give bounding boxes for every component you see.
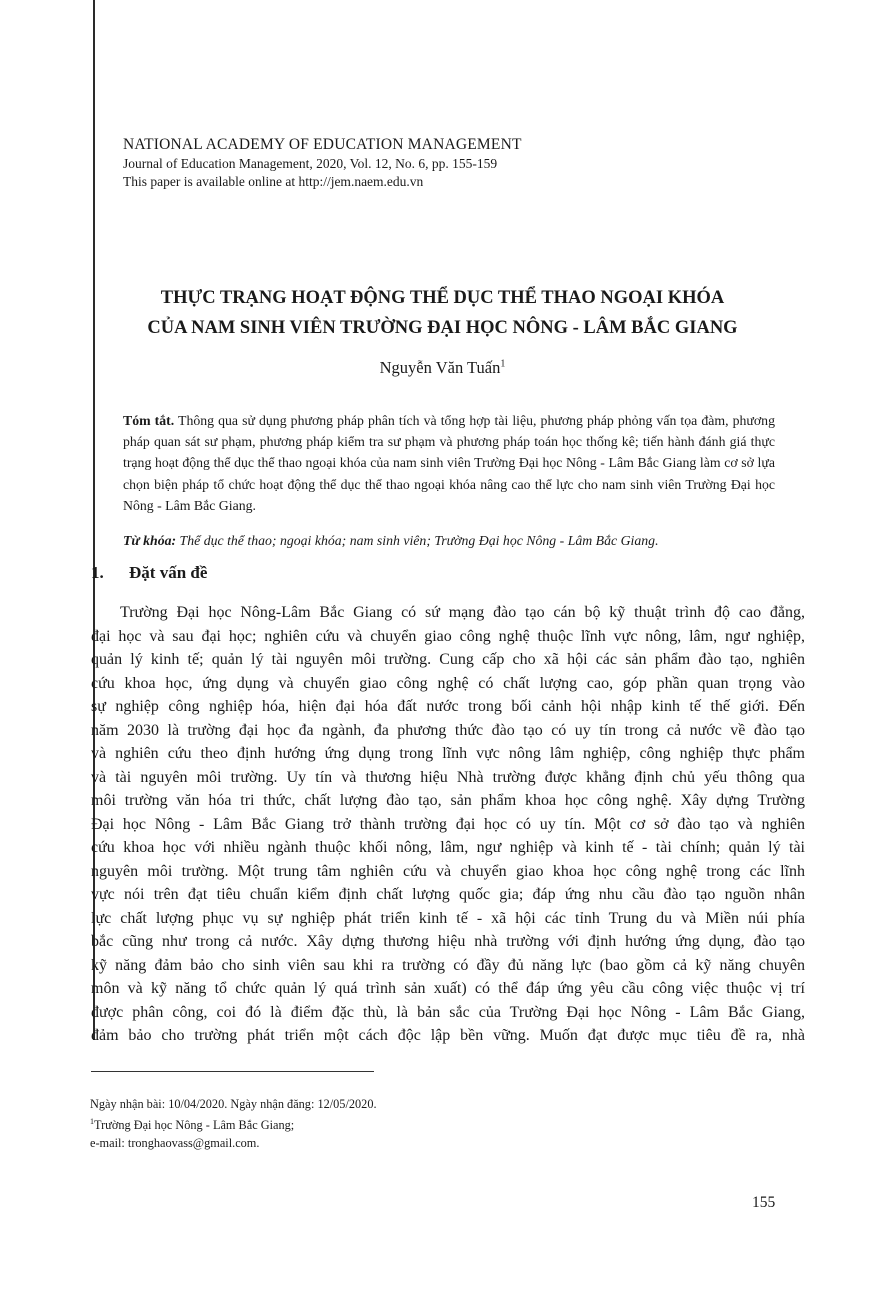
body-line: và nghiên cứu theo định hướng ứng dụng trong lĩnh vực nông lâm nghiệp, công nghiệp thực phẩm bbox=[91, 745, 805, 762]
publisher-name: NATIONAL ACADEMY OF EDUCATION MANAGEMENT bbox=[123, 136, 522, 153]
body-line: bắc cũng như trong cả nước. Xây dựng thương hiệu nhà trường với định hướng ứng dụng, đào tạo bbox=[91, 933, 805, 950]
keywords-label: Từ khóa: bbox=[123, 533, 177, 548]
footnote-email: e-mail: tronghaovass@gmail.com. bbox=[90, 1136, 260, 1151]
body-line: môn và kỹ năng tổ chức quản lý quá trình sản xuất) có thể đáp ứng yêu cầu công việc thuộc vị trí bbox=[91, 980, 805, 997]
page-number: 155 bbox=[752, 1194, 776, 1211]
journal-citation: Journal of Education Management, 2020, Vol. 12, No. 6, pp. 155-159 bbox=[123, 156, 498, 171]
body-line: nguyên môi trường. Một trung tâm nghiên cứu và chuyển giao khoa học công nghệ trong các lĩnh bbox=[91, 862, 805, 880]
author-affiliation-mark: 1 bbox=[500, 358, 506, 370]
abstract-text: Thông qua sử dụng phương pháp phân tích và tổng hợp tài liệu, phương pháp phỏng vấn tọa đàm, phương pháp quan sát sư phạm, phương pháp kiểm tra sư phạm và phương pháp toán học thống kê; tiến hành đánh giá thực trạng hoạt động thể dục thể thao ngoại khóa của nam sinh viên Trường Đại học Nông - Lâm Bắc Giang làm cơ sở lựa chọn biện pháp tổ chức hoạt động thể dục thể thao ngoại khóa nâng cao thể lực cho nam sinh viên Trường Đại học Nông - Lâm Bắc Giang. bbox=[123, 413, 775, 513]
body-line: Trường Đại học Nông-Lâm Bắc Giang có sứ mạng đào tạo cán bộ kỹ thuật trình độ cao đẳng, bbox=[120, 604, 805, 621]
abstract-label: Tóm tắt. bbox=[123, 413, 175, 428]
body-line: kỹ năng đảm bảo cho sinh viên sau khi ra trường có đầy đủ năng lực (bao gồm cả kỹ năng chuyên bbox=[91, 956, 805, 974]
journal-header bbox=[123, 135, 773, 191]
body-line: môi trường văn hóa tri thức, chất lượng đào tạo, sản phẩm khoa học công nghệ. Xây dựng Trường bbox=[91, 792, 805, 809]
body-line: cứu khoa học với nhiều ngành thuộc khối nông, lâm, ngư nghiệp và kinh tế - tài chính; quản lý tài bbox=[91, 839, 805, 856]
keywords-text: Thể dục thể thao; ngoại khóa; nam sinh viên; Trường Đại học Nông - Lâm Bắc Giang. bbox=[176, 533, 659, 548]
paper-title-line-1: THỰC TRẠNG HOẠT ĐỘNG THỂ DỤC THỂ THAO NGOẠI KHÓA bbox=[160, 288, 725, 308]
body-line: cứu khoa học, ứng dụng và chuyển giao công nghệ có chất lượng cao, góp phần quan trọng vào bbox=[91, 674, 805, 692]
keywords bbox=[123, 533, 783, 549]
paper-title bbox=[0, 283, 885, 343]
section-title: Đặt vấn đề bbox=[129, 563, 208, 582]
body-line: được phân công, coi đó là điểm đặc thù, là bản sắc của Trường Đại học Nông - Lâm Bắc Giang, bbox=[91, 1003, 805, 1021]
body-line: sự nghiệp công nghiệp hóa, hiện đại hóa đất nước trong bối cảnh hội nhập kinh tế thế giới. Đến bbox=[91, 698, 805, 715]
author-name: Nguyễn Văn Tuấn bbox=[379, 358, 501, 377]
section-heading bbox=[91, 563, 207, 583]
body-line: Đại học Nông - Lâm Bắc Giang trở thành trường đại học có uy tín. Một cơ sở đào tạo và nghiên bbox=[91, 815, 805, 833]
footnote-divider bbox=[91, 1071, 374, 1072]
footnote-affiliation-mark: 1 bbox=[90, 1117, 94, 1126]
section-number: 1. bbox=[91, 563, 104, 582]
paper-title-line-2: CỦA NAM SINH VIÊN TRƯỜNG ĐẠI HỌC NÔNG - LÂM BẮC GIANG bbox=[147, 318, 738, 338]
body-line: năm 2030 là trường đại học đa ngành, đa phương thức đào tạo có uy tín trong cả nước về đào tạo bbox=[91, 721, 805, 739]
abstract bbox=[123, 410, 775, 516]
body-line: quản lý kinh tế; quản lý tài nguyên môi trường. Cung cấp cho xã hội các sản phẩm đào tạo, nghiên bbox=[91, 651, 805, 668]
footnote-affiliation: Trường Đại học Nông - Lâm Bắc Giang; bbox=[94, 1118, 295, 1133]
body-line: lực chất lượng phục vụ sự nghiệp phát triển kinh tế - xã hội các tỉnh Trung du và Miền núi phía bbox=[91, 909, 805, 927]
footnote-affiliation-line bbox=[90, 1113, 377, 1134]
body-line: đảm bảo cho trường phát triển một cách độc lập bền vững. Muốn đạt được mục tiêu đề ra, nhà bbox=[91, 1027, 805, 1044]
footnotes bbox=[90, 1095, 377, 1152]
author-line bbox=[0, 358, 885, 378]
body-line: vực nói trên đạt tiêu chuẩn kiểm định chất lượng quốc gia; đáp ứng nhu cầu đào tạo nguồn nhân bbox=[91, 886, 805, 903]
body-paragraph bbox=[91, 601, 805, 1048]
footnote-dates: Ngày nhận bài: 10/04/2020. Ngày nhận đăng: 12/05/2020. bbox=[90, 1097, 377, 1111]
body-line: và tài nguyên môi trường. Uy tín và thương hiệu Nhà trường được khẳng định chủ yếu thông qua bbox=[91, 768, 805, 786]
online-availability: This paper is available online at http://jem.naem.edu.vn bbox=[123, 174, 424, 189]
body-line: đại học và sau đại học; nghiên cứu và chuyển giao công nghệ thuộc lĩnh vực nông, lâm, ngư nghiệp, bbox=[91, 627, 805, 645]
